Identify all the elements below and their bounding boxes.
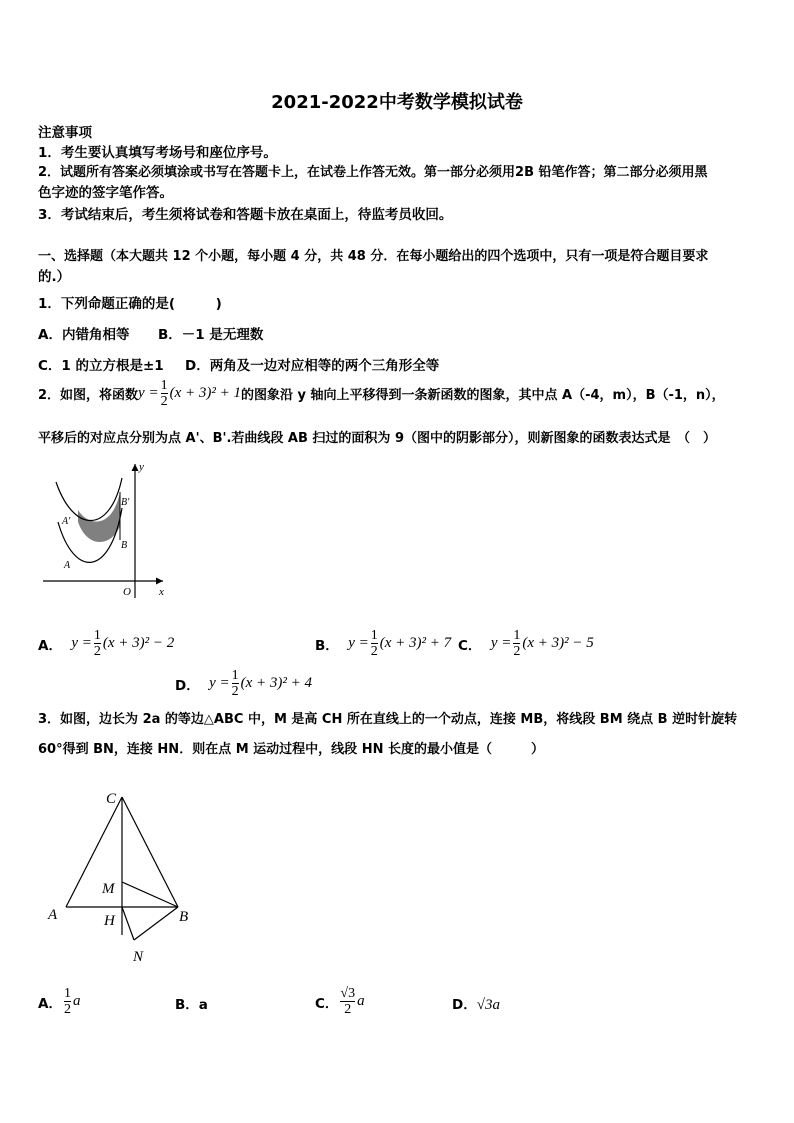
point-b-prime-label: B' <box>121 497 130 508</box>
point-n-label: N <box>133 949 144 965</box>
notice-item-2-line-1: 2．试题所有答案必须填涂或书写在答题卡上，在试卷上作答无效。第一部分必须用2B 铅笔作答；第二部分必须用黑 <box>38 165 708 180</box>
q2-stem-prefix: 2．如图，将函数 <box>38 388 139 403</box>
notice-heading: 注意事项 <box>38 125 92 141</box>
exam-title: 2021-2022中考数学模拟试卷 <box>271 92 523 113</box>
segment-hn <box>122 907 134 940</box>
q2-parabola-figure <box>38 458 178 608</box>
q2-option-b: B． y = $\frac{1}{2}$ (x + 3)² + 7 <box>315 628 452 659</box>
notice-item-2-line-2: 色字迹的签字笔作答。 <box>38 185 173 201</box>
q1-stem: 1．下列命题正确的是( ) <box>38 296 222 312</box>
q1-option-a: A．内错角相等 <box>38 327 130 343</box>
q3-option-b: B．a <box>175 997 208 1013</box>
shaded-region <box>78 492 120 542</box>
section-heading-line-1: 一、选择题（本大题共 12 个小题，每小题 4 分，共 48 分．在每小题给出的四个选项中，只有一项是符合题目要求 <box>38 249 709 264</box>
point-m-label: M <box>102 881 115 897</box>
section-heading-line-2: 的.） <box>38 269 71 285</box>
q3-option-a: A． $\frac{1}{2}$ a <box>38 986 81 1017</box>
q3-triangle-figure <box>44 785 204 970</box>
q2-stem-line-2: 平移后的对应点分别为点 A'、B'.若曲线段 AB 扫过的面积为 9（图中的阴影部分），则新图象的函数表达式是 （ ） <box>38 431 716 446</box>
q2-stem-suffix: 的图象沿 y 轴向上平移得到一条新函数的图象，其中点 A（-4，m），B（-1，n）， <box>240 388 725 403</box>
q2-option-a: A． y = $\frac{1}{2}$ (x + 3)² − 2 <box>38 628 175 659</box>
origin-label: O <box>123 586 131 598</box>
point-b-label: B <box>121 540 128 551</box>
q1-option-c: C．1 的立方根是±1 <box>38 358 164 374</box>
q1-option-d: D．两角及一边对应相等的两个三角形全等 <box>185 358 440 374</box>
q2-stem-line-1 <box>38 378 725 409</box>
point-h-label: H <box>104 913 115 929</box>
point-a-prime-label: A' <box>62 516 71 527</box>
q2-function-fraction: $\frac{1}{2}$ <box>160 378 168 409</box>
notice-item-1: 1．考生要认真填写考场号和座位序号。 <box>38 145 277 161</box>
q3-option-c: C． $\frac{√3}{2}$ a <box>315 986 365 1017</box>
point-c-label: C <box>106 791 117 807</box>
side-cb <box>122 797 178 907</box>
y-axis-label: y <box>139 461 144 473</box>
q3-stem-line-2: 60°得到 BN，连接 HN．则在点 M 运动过程中，线段 HN 长度的最小值是（ ） <box>38 742 544 757</box>
q2-option-d: D． y = $\frac{1}{2}$ (x + 3)² + 4 <box>175 668 313 699</box>
q3-stem-line-1: 3．如图，边长为 2a 的等边△ABC 中，M 是高 CH 所在直线上的一个动点，连接 MB，将线段 BM 绕点 B 逆时针旋转 <box>38 712 738 727</box>
q2-option-c: C． y = $\frac{1}{2}$ (x + 3)² − 5 <box>458 628 594 659</box>
point-a-label: A <box>64 560 71 571</box>
segment-mb <box>122 882 178 907</box>
q2-function-lhs: y = <box>138 385 159 401</box>
point-b-label: B <box>179 909 189 925</box>
q2-function-rhs: (x + 3)² + 1 <box>169 385 241 401</box>
q1-option-b: B．－1 是无理数 <box>158 327 264 343</box>
segment-bn <box>134 907 178 940</box>
point-a-label: A <box>48 907 58 923</box>
notice-item-3: 3．考试结束后，考生须将试卷和答题卡放在桌面上，待监考员收回。 <box>38 207 453 223</box>
x-axis-label: x <box>159 586 164 598</box>
q3-option-d: D．√3a <box>452 997 500 1013</box>
